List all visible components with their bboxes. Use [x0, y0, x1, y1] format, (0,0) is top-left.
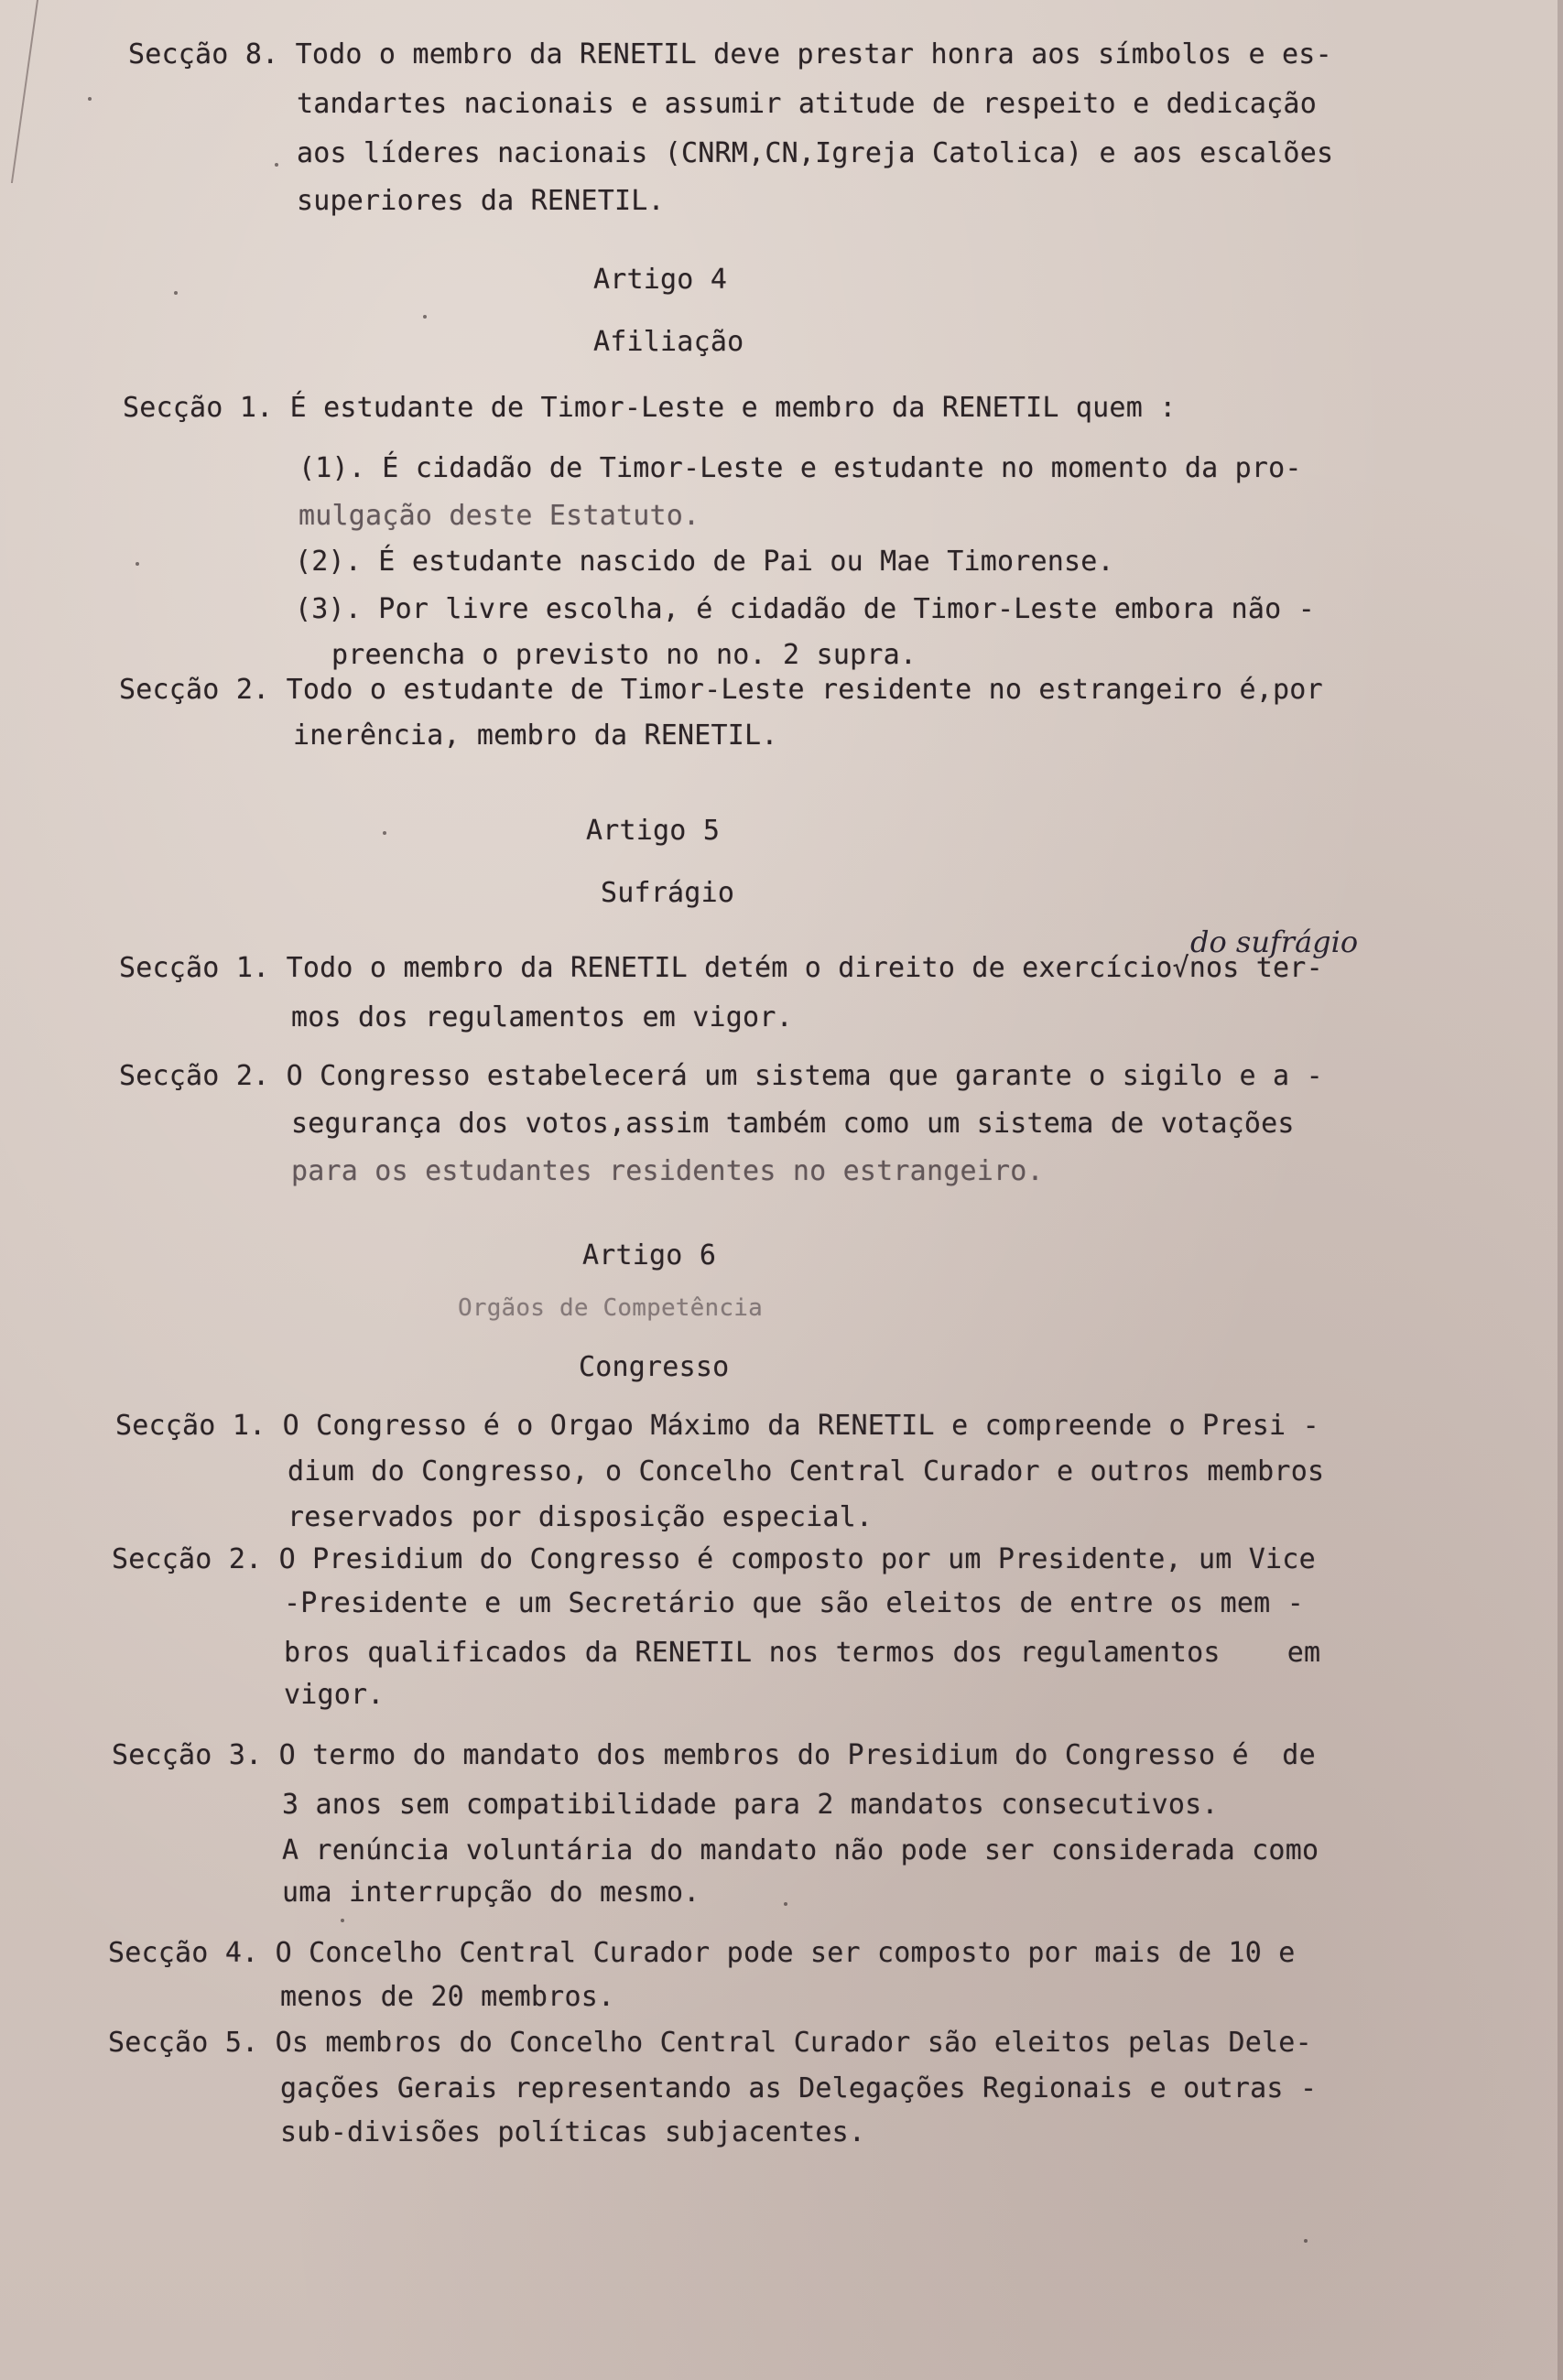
- page-edge: [1558, 0, 1563, 2380]
- text-line: superiores da RENETIL.: [297, 185, 665, 217]
- text-line: vigor.: [284, 1679, 385, 1711]
- article-title: Sufrágio: [601, 877, 735, 909]
- paper-speck: [423, 315, 427, 319]
- text-line: para os estudantes residentes no estrangeiro.: [291, 1155, 1044, 1187]
- text-line: dium do Congresso, o Concelho Central Curador e outros membros: [288, 1455, 1325, 1488]
- paper-speck: [174, 291, 178, 295]
- text-line: bros qualificados da RENETIL nos termos dos regulamentos em: [284, 1637, 1321, 1669]
- text-line: Secção 1. É estudante de Timor-Leste e membro da RENETIL quem :: [123, 392, 1177, 424]
- paper-speck: [341, 1919, 344, 1922]
- article-title: Orgãos de Competência: [458, 1294, 763, 1322]
- text-line: mos dos regulamentos em vigor.: [291, 1001, 793, 1033]
- text-line: Secção 2. O Congresso estabelecerá um sistema que garante o sigilo e a -: [119, 1060, 1323, 1092]
- article-heading: Artigo 6: [582, 1239, 717, 1271]
- text-line: uma interrupção do mesmo.: [282, 1877, 700, 1909]
- text-line: aos líderes nacionais (CNRM,CN,Igreja Catolica) e aos escalões: [297, 137, 1334, 169]
- paper-speck: [1304, 2239, 1308, 2243]
- text-line: Secção 4. O Concelho Central Curador pode ser composto por mais de 10 e: [108, 1937, 1296, 1969]
- text-line: gações Gerais representando as Delegações Regionais e outras -: [280, 2072, 1318, 2104]
- text-line: (3). Por livre escolha, é cidadão de Timor-Leste embora não -: [295, 593, 1315, 625]
- paper-speck: [88, 97, 92, 101]
- text-line: Secção 2. Todo o estudante de Timor-Leste residente no estrangeiro é,por: [119, 674, 1323, 706]
- text-line: Secção 5. Os membros do Concelho Central Curador são eleitos pelas Dele-: [108, 2027, 1312, 2059]
- article-title: Afiliação: [593, 326, 744, 358]
- article-heading: Artigo 5: [586, 815, 721, 847]
- paper-speck: [136, 562, 139, 566]
- text-line: -Presidente e um Secretário que são eleitos de entre os mem -: [284, 1587, 1304, 1619]
- text-line: segurança dos votos,assim também como um sistema de votações: [291, 1108, 1295, 1140]
- paper-speck: [275, 163, 278, 167]
- text-line: A renúncia voluntária do mandato não pode ser considerada como: [282, 1834, 1319, 1866]
- text-line: Secção 8. Todo o membro da RENETIL deve prestar honra aos símbolos e es-: [128, 38, 1332, 70]
- subheading: Congresso: [579, 1351, 730, 1383]
- text-line: preencha o previsto no no. 2 supra.: [331, 639, 917, 671]
- text-line: Secção 2. O Presidium do Congresso é composto por um Presidente, um Vice: [112, 1543, 1316, 1575]
- text-line: Secção 3. O termo do mandato dos membros do Presidium do Congresso é de: [112, 1739, 1316, 1771]
- text-line: (1). É cidadão de Timor-Leste e estudante no momento da pro-: [298, 452, 1302, 484]
- paper-speck: [784, 1902, 787, 1906]
- text-line: reservados por disposição especial.: [288, 1501, 874, 1533]
- text-line: sub-divisões políticas subjacentes.: [280, 2116, 866, 2148]
- text-line: tandartes nacionais e assumir atitude de respeito e dedicação: [297, 88, 1317, 120]
- text-line: menos de 20 membros.: [280, 1981, 615, 2013]
- paper-speck: [383, 831, 386, 835]
- text-line: (2). É estudante nascido de Pai ou Mae Timorense.: [295, 546, 1114, 578]
- page-fold-mark: [0, 0, 38, 183]
- text-line: 3 anos sem compatibilidade para 2 mandatos consecutivos.: [282, 1789, 1219, 1821]
- article-heading: Artigo 4: [593, 264, 728, 296]
- handwritten-annotation: do sufrágio: [1190, 925, 1359, 959]
- text-line: inerência, membro da RENETIL.: [293, 719, 778, 752]
- text-line: Secção 1. Todo o membro da RENETIL detém o direito de exercício√nos ter-: [119, 952, 1323, 984]
- text-line: Secção 1. O Congresso é o Orgao Máximo da RENETIL e compreende o Presi -: [115, 1410, 1319, 1442]
- text-line: mulgação deste Estatuto.: [298, 500, 700, 532]
